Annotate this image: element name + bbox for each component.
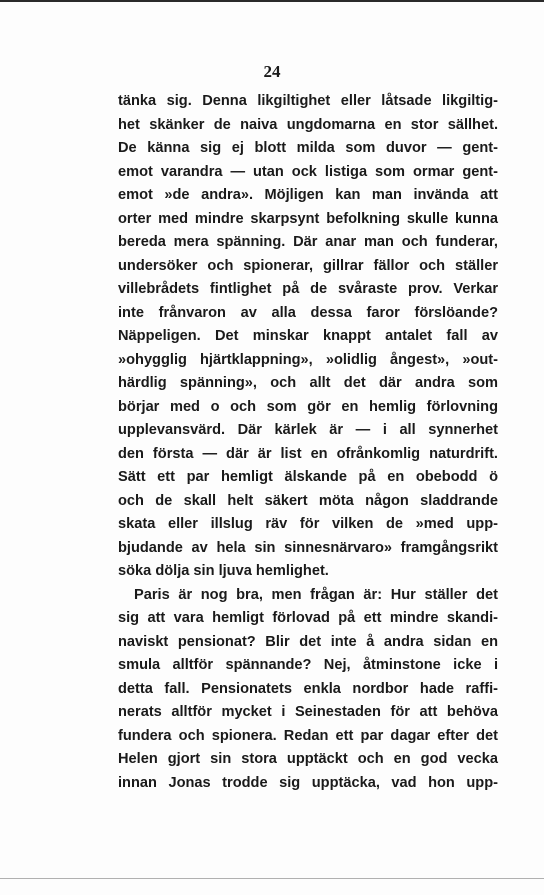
text-line: härdlig spänning», och allt det där andra som [118, 375, 498, 391]
bottom-border [0, 878, 544, 879]
text-line: bjudande av hela sin sinnesnärvaro» framgångsrikt [118, 539, 498, 556]
text-line: detta fall. Pensionatets enkla nordbor hade raffi- [118, 680, 498, 697]
text-line: naviskt pensionat? Blir det inte å andra sidan en [118, 633, 498, 650]
text-line: »ohygglig hjärtklappning», »olidlig ångest», »out- [118, 351, 498, 368]
text-line: Sätt ett par hemligt älskande på en obebodd ö [118, 469, 498, 485]
text-line: börjar med o och som gör en hemlig förlovning [118, 398, 498, 415]
text-line: het skänker de naiva ungdomarna en stor sällhet. [118, 116, 498, 133]
text-line: fundera och spionera. Redan ett par dagar efter det [118, 727, 498, 744]
text-line: orter med mindre skarpsynt befolkning skulle kunna [118, 210, 498, 227]
text-line: skata eller illslug räv för vilken de »med upp- [118, 516, 498, 532]
text-line: tänka sig. Denna likgiltighet eller låtsade likgiltig- [118, 93, 498, 109]
text-line: Helen gjort sin stora upptäckt och en god vecka [118, 751, 498, 767]
text-line: söka dölja sin ljuva hemlighet. [118, 563, 329, 579]
text-line: upplevansvärd. Där kärlek är — i all synnerhet [118, 422, 498, 438]
text-line: emot varandra — utan ock listiga som ormar gent- [118, 163, 498, 180]
text-line: innan Jonas trodde sig upptäcka, vad hon upp- [118, 774, 498, 791]
page-number: 24 [263, 62, 281, 81]
text-line: emot »de andra». Möjligen kan man invända att [118, 187, 498, 203]
text-line: nerats alltför mycket i Seinestaden för att behöva [118, 704, 498, 720]
text-line: Näppeligen. Det minskar knappt antalet fall av [118, 328, 498, 344]
text-line: inte frånvaron av alla dessa faror förslöande? [118, 304, 498, 321]
text-line: villebrådets fintlighet på de svåraste prov. Verkar [118, 281, 498, 297]
text-line: och de skall helt säkert möta någon sladdrande [118, 492, 498, 509]
body-text [118, 90, 498, 795]
text-line: den första — där är list en ofrånkomlig naturdrift. [118, 445, 498, 462]
text-line: undersöker och spionerar, gillrar fällor och ställer [118, 257, 498, 274]
text-line: bereda mera spänning. Där anar man och funderar, [118, 234, 498, 250]
text-line: sig att vara hemligt förlovad på ett mindre skandi- [118, 610, 498, 626]
text-line: smula alltför spännande? Nej, åtminstone icke i [118, 657, 498, 673]
text-line: De känna sig ej blott milda som duvor — gent- [118, 140, 498, 156]
top-border [0, 0, 544, 2]
text-line: Paris är nog bra, men frågan är: Hur ställer det [134, 586, 498, 603]
